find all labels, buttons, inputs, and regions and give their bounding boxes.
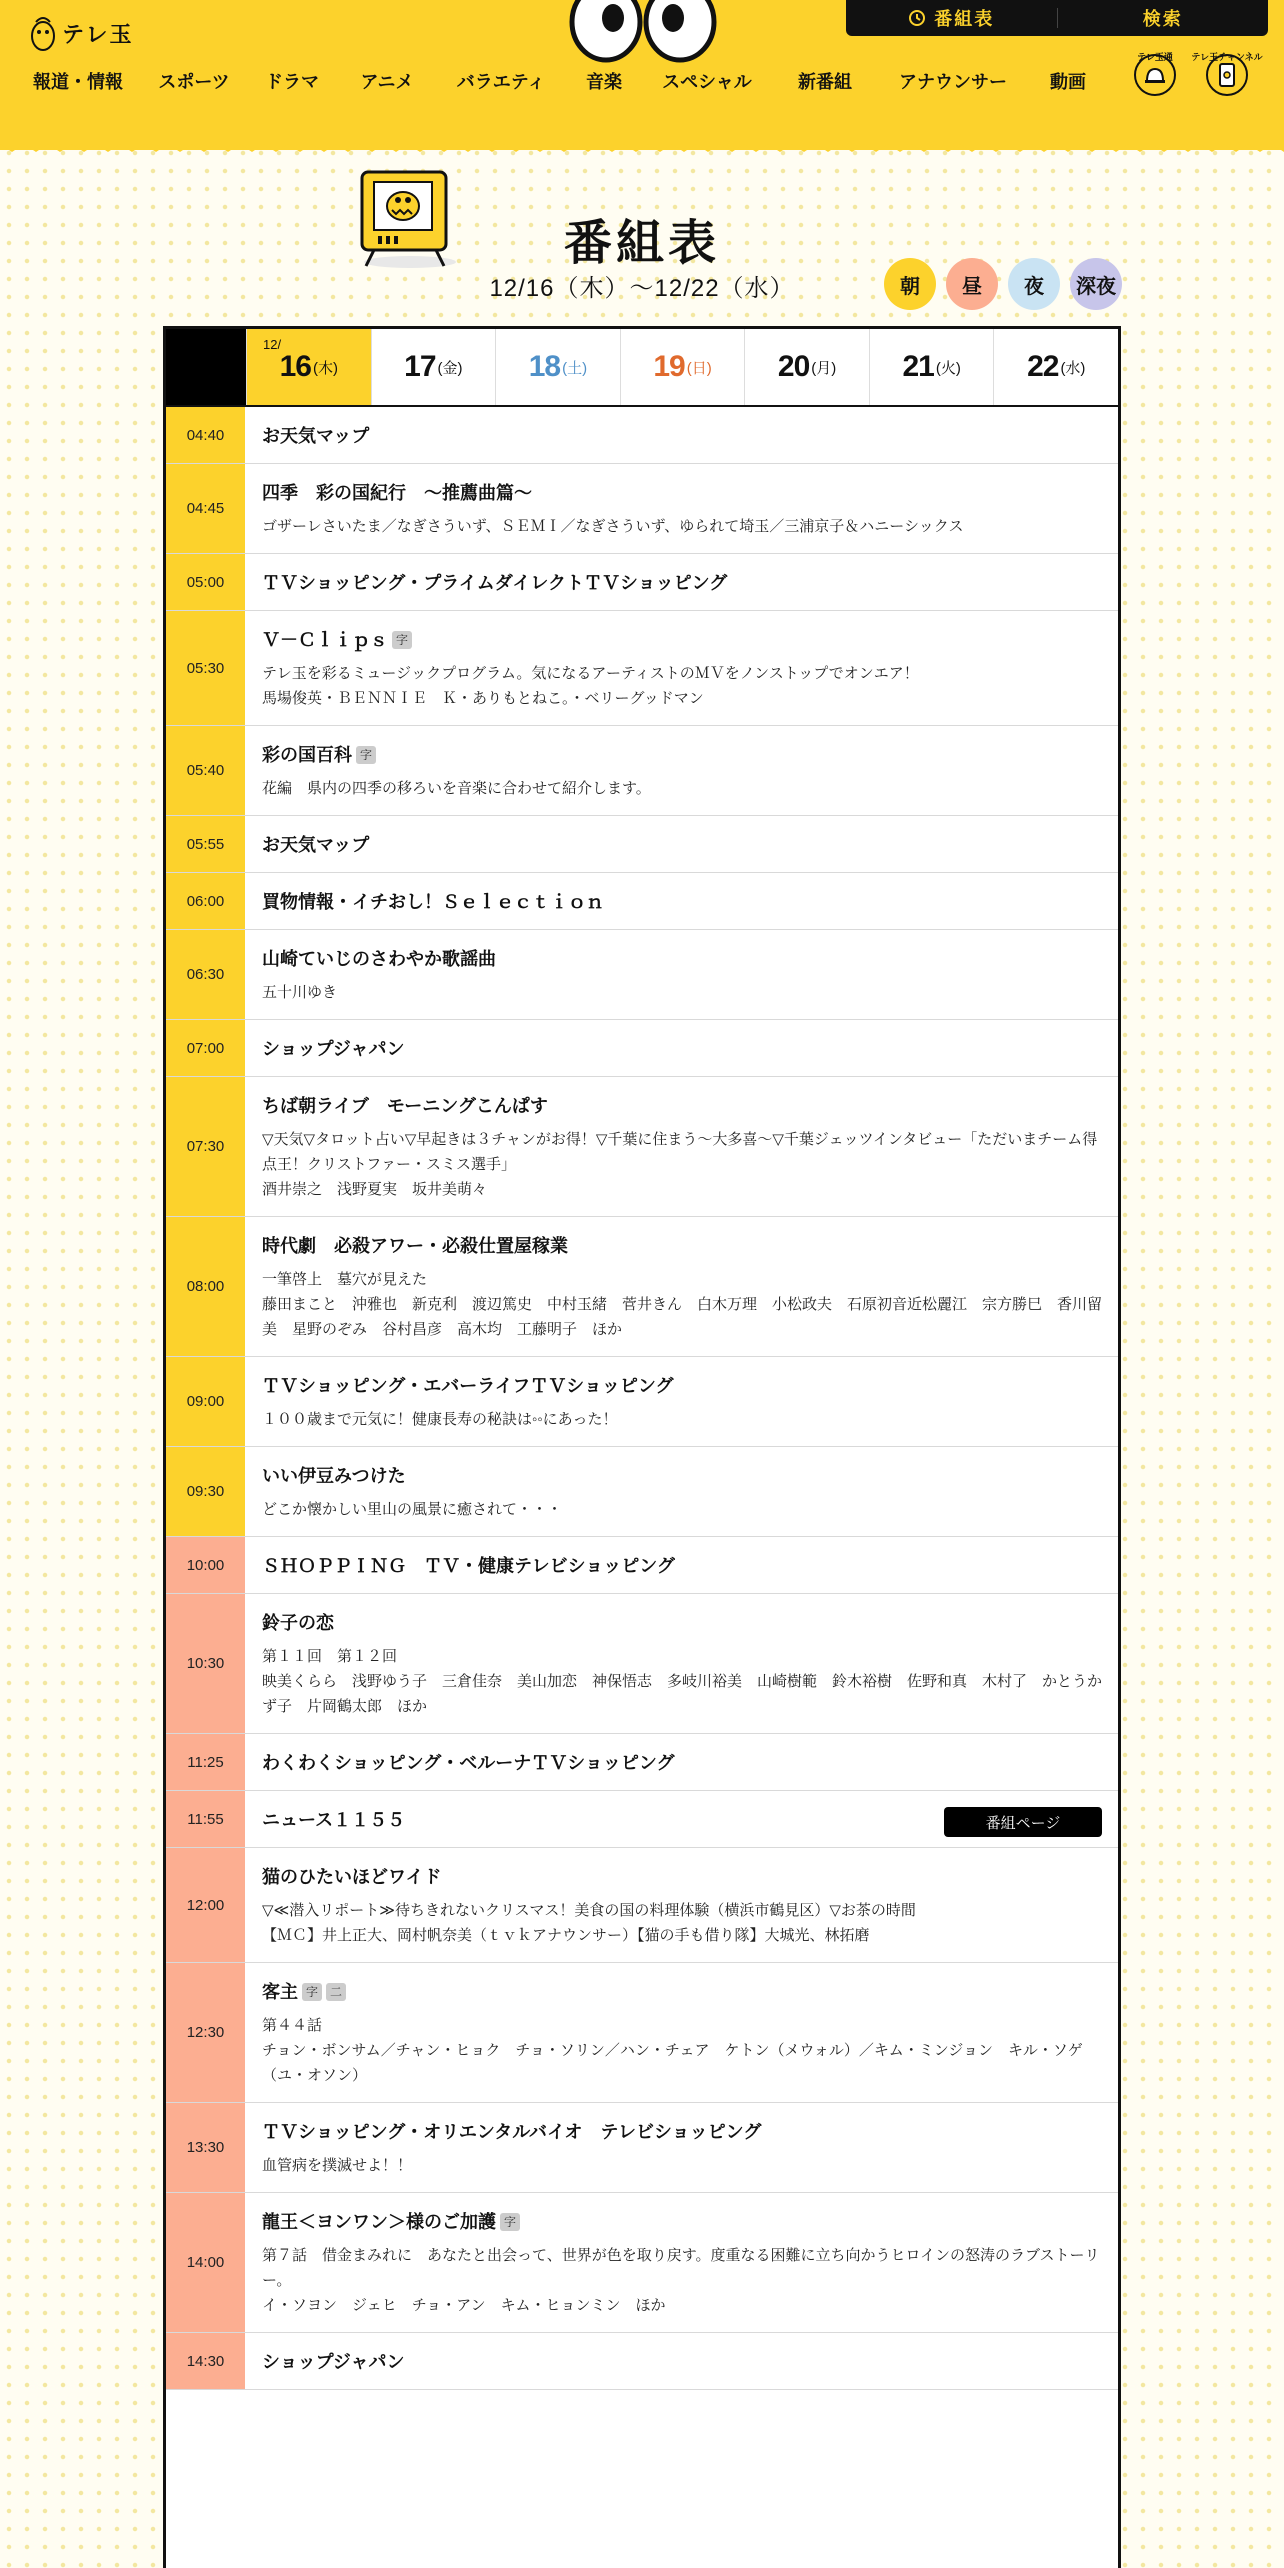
tetama-tsu-button[interactable] xyxy=(1134,54,1176,96)
program-title-line xyxy=(262,1233,1102,1259)
day-weekday: (水) xyxy=(1060,359,1086,377)
program-details xyxy=(262,776,1102,801)
day-weekday: (月) xyxy=(811,359,837,377)
program-title-line xyxy=(262,1463,1102,1489)
program-body xyxy=(246,1594,1118,1733)
caption-badge: 字 xyxy=(392,631,412,649)
program-details xyxy=(262,1127,1102,1202)
program-description: 第７話 借金まみれに あなたと出会って、世界が色を取り戻す。度重なる困難に立ち向かうヒロインの怒涛のラブストーリー。 xyxy=(262,2247,1100,2289)
program-title[interactable]: わくわくショッピング・ベルーナＴＶショッピング xyxy=(262,1753,675,1773)
program-body xyxy=(246,1217,1118,1356)
search-label: 検索 xyxy=(1142,9,1183,29)
program-time: 05:40 xyxy=(166,726,246,815)
program-title-line xyxy=(262,2209,1102,2235)
program-title[interactable]: Ｖ－Ｃｌｉｐｓ xyxy=(262,630,388,650)
program-body xyxy=(246,1020,1118,1076)
program-description: 第１１回 第１２回 xyxy=(262,1648,398,1665)
program-details xyxy=(262,1898,1102,1948)
program-title[interactable]: 時代劇 必殺アワー・必殺仕置屋稼業 xyxy=(262,1236,568,1256)
page-title: 番組表 xyxy=(563,215,720,271)
site-logo[interactable] xyxy=(30,14,134,52)
nav-variety[interactable]: バラエティ xyxy=(456,72,546,92)
caption-badge: 字 xyxy=(500,2213,520,2231)
program-title[interactable]: ＴＶショッピング・プライムダイレクトＴＶショッピング xyxy=(262,573,728,593)
caption-badge: 字 xyxy=(302,1983,322,2001)
program-body xyxy=(246,554,1118,610)
program-description: 血管病を撲滅せよ！！ xyxy=(262,2157,413,2174)
program-title[interactable]: お天気マップ xyxy=(262,426,370,446)
program-row[interactable] xyxy=(166,1447,1118,1537)
morning-button[interactable]: 朝 xyxy=(884,258,936,310)
program-body xyxy=(246,2193,1118,2332)
time-of-day-selector xyxy=(884,258,1122,310)
nav-anime[interactable]: アニメ xyxy=(360,72,414,92)
program-time: 09:00 xyxy=(166,1357,246,1446)
program-title-line xyxy=(262,480,1102,506)
program-title-line xyxy=(262,1750,1102,1776)
caption-badge: 字 xyxy=(356,746,376,764)
program-title[interactable]: ニュース１１５５ xyxy=(262,1810,406,1830)
program-details xyxy=(262,2243,1102,2318)
main-nav xyxy=(14,60,1154,102)
program-body xyxy=(246,1447,1118,1536)
day-tabs xyxy=(166,329,1118,407)
program-title[interactable]: いい伊豆みつけた xyxy=(262,1466,406,1486)
mascot-eyes-icon xyxy=(568,0,718,64)
schedule-tool-label: 番組表 xyxy=(934,9,995,29)
nav-drama[interactable]: ドラマ xyxy=(265,72,319,92)
program-title[interactable]: お天気マップ xyxy=(262,835,370,855)
program-description: ▽天気▽タロット占い▽早起きは３チャンがお得！▽千葉に住まう～大多喜～▽千葉ジェッツインタビュー「ただいまチーム得点王！クリストファー・スミス選手」 xyxy=(262,1131,1098,1173)
day-weekday: (木) xyxy=(312,359,338,377)
daytime-button[interactable]: 昼 xyxy=(946,258,998,310)
nav-videos[interactable]: 動画 xyxy=(1050,72,1086,92)
program-details xyxy=(262,514,1102,539)
program-row[interactable] xyxy=(166,2193,1118,2333)
site-header xyxy=(0,0,1284,150)
program-title-line xyxy=(262,1373,1102,1399)
day-number: 20 xyxy=(777,350,810,383)
program-row[interactable] xyxy=(166,2103,1118,2193)
program-time: 11:25 xyxy=(166,1734,246,1790)
program-row[interactable] xyxy=(166,1020,1118,1077)
program-time: 08:00 xyxy=(166,1217,246,1356)
program-body xyxy=(246,2333,1118,2389)
program-row[interactable] xyxy=(166,1077,1118,1217)
program-body xyxy=(246,2103,1118,2192)
day-tab-16[interactable] xyxy=(246,329,371,405)
bell-icon xyxy=(1144,65,1166,85)
program-row[interactable] xyxy=(166,1734,1118,1791)
program-body xyxy=(246,1357,1118,1446)
program-description: 馬場俊英・ＢＥＮＮＩＥ Ｋ・ありもとねこ。・ベリーグッドマン xyxy=(262,690,704,707)
program-row[interactable] xyxy=(166,1217,1118,1357)
program-details xyxy=(262,2013,1102,2088)
program-title[interactable]: ショップジャパン xyxy=(262,1039,405,1059)
program-title-line xyxy=(262,423,1102,449)
program-time: 05:55 xyxy=(166,816,246,872)
program-row[interactable] xyxy=(166,873,1118,930)
tetama-mascot-icon xyxy=(30,14,56,52)
logo-text: テレ玉 xyxy=(62,21,134,47)
program-time: 12:00 xyxy=(166,1848,246,1962)
program-time: 10:00 xyxy=(166,1537,246,1593)
day-weekday: (火) xyxy=(935,359,961,377)
program-title[interactable]: 四季 彩の国紀行 ～推薦曲篇～ xyxy=(262,483,532,503)
program-row[interactable] xyxy=(166,1357,1118,1447)
program-row[interactable] xyxy=(166,611,1118,726)
program-row[interactable] xyxy=(166,464,1118,554)
day-number: 21 xyxy=(902,350,934,383)
program-description: 映美くらら 浅野ゆう子 三倉佳奈 美山加恋 神保悟志 多岐川裕美 山崎樹範 鈴木裕樹 佐野和真 木村了 かとうかず子 片岡鶴太郎 ほか xyxy=(262,1673,1103,1715)
program-body xyxy=(246,611,1118,725)
program-title-line xyxy=(262,832,1102,858)
program-description: ▽≪潜入リポート≫待ちきれないクリスマス！美食の国の料理体験（横浜市鶴見区）▽お茶の時間 xyxy=(262,1902,916,1919)
program-title[interactable]: 鈴子の恋 xyxy=(262,1613,334,1633)
program-description: テレ玉を彩るミュージックプログラム。気になるアーティストのＭＶをノンストップでオンエア！ xyxy=(262,665,919,682)
day-tab-20[interactable] xyxy=(744,329,869,405)
day-number: 18 xyxy=(528,350,561,383)
caption-badge: 二 xyxy=(326,1983,346,2001)
program-row[interactable] xyxy=(166,816,1118,873)
program-title-line xyxy=(262,1864,1102,1890)
program-row[interactable] xyxy=(166,407,1118,464)
program-title-line xyxy=(262,570,1102,596)
program-title[interactable]: ちば朝ライブ モーニングこんぱす xyxy=(262,1096,548,1116)
program-title[interactable]: 猫のひたいほどワイド xyxy=(262,1867,442,1887)
program-row[interactable] xyxy=(166,930,1118,1020)
program-title[interactable]: ＳＨＯＰＰＩＮＧ ＴＶ・健康テレビショッピング xyxy=(262,1556,675,1576)
program-title-line xyxy=(262,2119,1102,2145)
program-time: 05:30 xyxy=(166,611,246,725)
day-tab-18[interactable] xyxy=(495,329,620,405)
nav-sports[interactable]: スポーツ xyxy=(158,72,230,92)
program-details xyxy=(262,1407,1102,1432)
program-description: どこか懐かしい里山の風景に癒されて・・・ xyxy=(262,1501,563,1518)
day-tab-22[interactable] xyxy=(993,329,1118,405)
day-tab-19[interactable] xyxy=(620,329,745,405)
evening-button[interactable]: 夜 xyxy=(1008,258,1060,310)
program-time: 11:55 xyxy=(166,1791,246,1847)
day-month: 12/ xyxy=(263,337,282,352)
program-body xyxy=(246,1537,1118,1593)
program-title[interactable]: 山崎ていじのさわやか歌謡曲 xyxy=(262,949,496,969)
program-title-line xyxy=(262,742,1102,768)
program-description: 【ＭＣ】井上正大、岡村帆奈美（ｔｖｋアナウンサー）【猫の手も借り隊】大城光、林拓磨 xyxy=(262,1927,870,1944)
schedule-tool-button[interactable] xyxy=(846,0,1057,36)
program-body xyxy=(246,1963,1118,2102)
program-title-line xyxy=(262,889,1102,915)
program-row[interactable] xyxy=(166,1594,1118,1734)
smartphone-icon xyxy=(1218,63,1236,87)
tetama-channel-caption: テレ玉チャンネル xyxy=(1191,52,1263,62)
program-list xyxy=(166,407,1118,2390)
program-body xyxy=(246,1791,1118,1847)
program-row[interactable] xyxy=(166,554,1118,611)
program-time: 04:45 xyxy=(166,464,246,553)
program-details xyxy=(262,661,1102,711)
clock-icon xyxy=(908,9,926,27)
program-body xyxy=(246,464,1118,553)
program-details xyxy=(262,1267,1102,1342)
day-tab-21[interactable] xyxy=(869,329,994,405)
header-zigzag-edge xyxy=(0,138,1284,154)
program-time: 05:00 xyxy=(166,554,246,610)
program-time: 04:40 xyxy=(166,407,246,463)
nav-new-programs[interactable]: 新番組 xyxy=(798,72,852,92)
program-details xyxy=(262,2153,1102,2178)
nav-news[interactable]: 報道・情報 xyxy=(33,72,123,92)
nav-special[interactable]: スペシャル xyxy=(662,72,752,92)
day-number: 16 xyxy=(279,350,311,383)
program-body xyxy=(246,1077,1118,1216)
program-body xyxy=(246,726,1118,815)
program-body xyxy=(246,1848,1118,1962)
program-time: 06:00 xyxy=(166,873,246,929)
program-details xyxy=(262,980,1102,1005)
program-time: 13:30 xyxy=(166,2103,246,2192)
program-details xyxy=(262,1644,1102,1719)
day-weekday: (土) xyxy=(562,359,588,377)
nav-music[interactable]: 音楽 xyxy=(586,72,622,92)
day-number: 19 xyxy=(653,350,685,383)
day-number: 22 xyxy=(1027,350,1059,383)
day-row-corner xyxy=(166,329,246,405)
program-description: イ・ソヨン ジェヒ チョ・アン キム・ヒョンミン ほか xyxy=(262,2297,666,2314)
program-description: 藤田まこと 沖雅也 新克利 渡辺篤史 中村玉緒 菅井きん 白木万理 小松政夫 石原初音近松麗江 宗方勝巳 香川留美 星野のぞみ 谷村昌彦 高木均 工藤明子 ほか xyxy=(262,1296,1103,1338)
program-body xyxy=(246,816,1118,872)
schedule-table xyxy=(163,326,1121,2568)
program-time: 10:30 xyxy=(166,1594,246,1733)
program-title-line xyxy=(262,627,1102,653)
program-title[interactable]: 客主 xyxy=(262,1982,298,2002)
program-title-line xyxy=(262,1979,1102,2005)
program-description: １００歳まで元気に！健康長寿の秘訣は◦◦にあった！ xyxy=(262,1411,618,1428)
program-row[interactable] xyxy=(166,1791,1118,1848)
program-time: 06:30 xyxy=(166,930,246,1019)
program-time: 09:30 xyxy=(166,1447,246,1536)
program-title[interactable]: 買物情報・イチおし！Ｓｅｌｅｃｔｉｏｎ xyxy=(262,892,604,912)
program-body xyxy=(246,407,1118,463)
program-title[interactable]: ＴＶショッピング・オリエンタルバイオ テレビショッピング xyxy=(262,2122,762,2142)
tetama-channel-button[interactable] xyxy=(1191,52,1263,96)
program-title[interactable]: 龍王＜ヨンワン＞様のご加護 xyxy=(262,2212,496,2232)
day-weekday: (日) xyxy=(686,359,712,377)
header-tools xyxy=(846,0,1268,36)
program-title-line xyxy=(262,946,1102,972)
program-time: 07:00 xyxy=(166,1020,246,1076)
program-body xyxy=(246,930,1118,1019)
day-number: 17 xyxy=(404,350,436,383)
late-night-button[interactable]: 深夜 xyxy=(1070,258,1122,310)
search-button[interactable] xyxy=(1058,0,1269,36)
program-title[interactable]: ＴＶショッピング・エバーライフＴＶショッピング xyxy=(262,1376,674,1396)
program-title-line xyxy=(262,1610,1102,1636)
program-title[interactable]: 彩の国百科 xyxy=(262,745,352,765)
program-description: チョン・ボンサム／チャン・ヒョク チョ・ソリン／ハン・チェア ケトン（メウォル）／キム・ミンジョン キル・ソゲ（ユ・オソン） xyxy=(262,2042,1083,2084)
day-tab-17[interactable] xyxy=(371,329,496,405)
program-description: 一筆啓上 墓穴が見えた xyxy=(262,1271,428,1288)
program-title-line xyxy=(262,1036,1102,1062)
program-description: 五十川ゆき xyxy=(262,984,338,1001)
program-time: 14:00 xyxy=(166,2193,246,2332)
program-description: 第４４話 xyxy=(262,2017,323,2034)
program-body xyxy=(246,873,1118,929)
day-weekday: (金) xyxy=(437,359,463,377)
program-row[interactable] xyxy=(166,1848,1118,1963)
nav-announcers[interactable]: アナウンサー xyxy=(899,72,1007,92)
program-description: ゴザーレさいたま／なぎさういず、ＳＥＭＩ／なぎさういず、ゆられて埼玉／三浦京子＆ハニーシックス xyxy=(262,518,964,535)
date-range: 12/16（木）〜12/22（水） xyxy=(489,275,795,302)
program-time: 12:30 xyxy=(166,1963,246,2102)
program-title-line xyxy=(262,1093,1102,1119)
program-description: 花編 県内の四季の移ろいを音楽に合わせて紹介します。 xyxy=(262,780,651,797)
program-title[interactable]: ショップジャパン xyxy=(262,2352,405,2372)
program-time: 07:30 xyxy=(166,1077,246,1216)
program-page-button[interactable]: 番組ページ xyxy=(944,1807,1102,1837)
program-details xyxy=(262,1497,1102,1522)
program-time: 14:30 xyxy=(166,2333,246,2389)
program-description: 酒井崇之 浅野夏実 坂井美萌々 xyxy=(262,1181,488,1198)
program-row[interactable] xyxy=(166,726,1118,816)
program-row[interactable] xyxy=(166,1537,1118,1594)
program-title-line xyxy=(262,1553,1102,1579)
program-row[interactable] xyxy=(166,2333,1118,2390)
program-body xyxy=(246,1734,1118,1790)
program-row[interactable] xyxy=(166,1963,1118,2103)
tetama-tsu-caption: テレ玉通 xyxy=(1137,52,1173,62)
program-title-line xyxy=(262,2349,1102,2375)
